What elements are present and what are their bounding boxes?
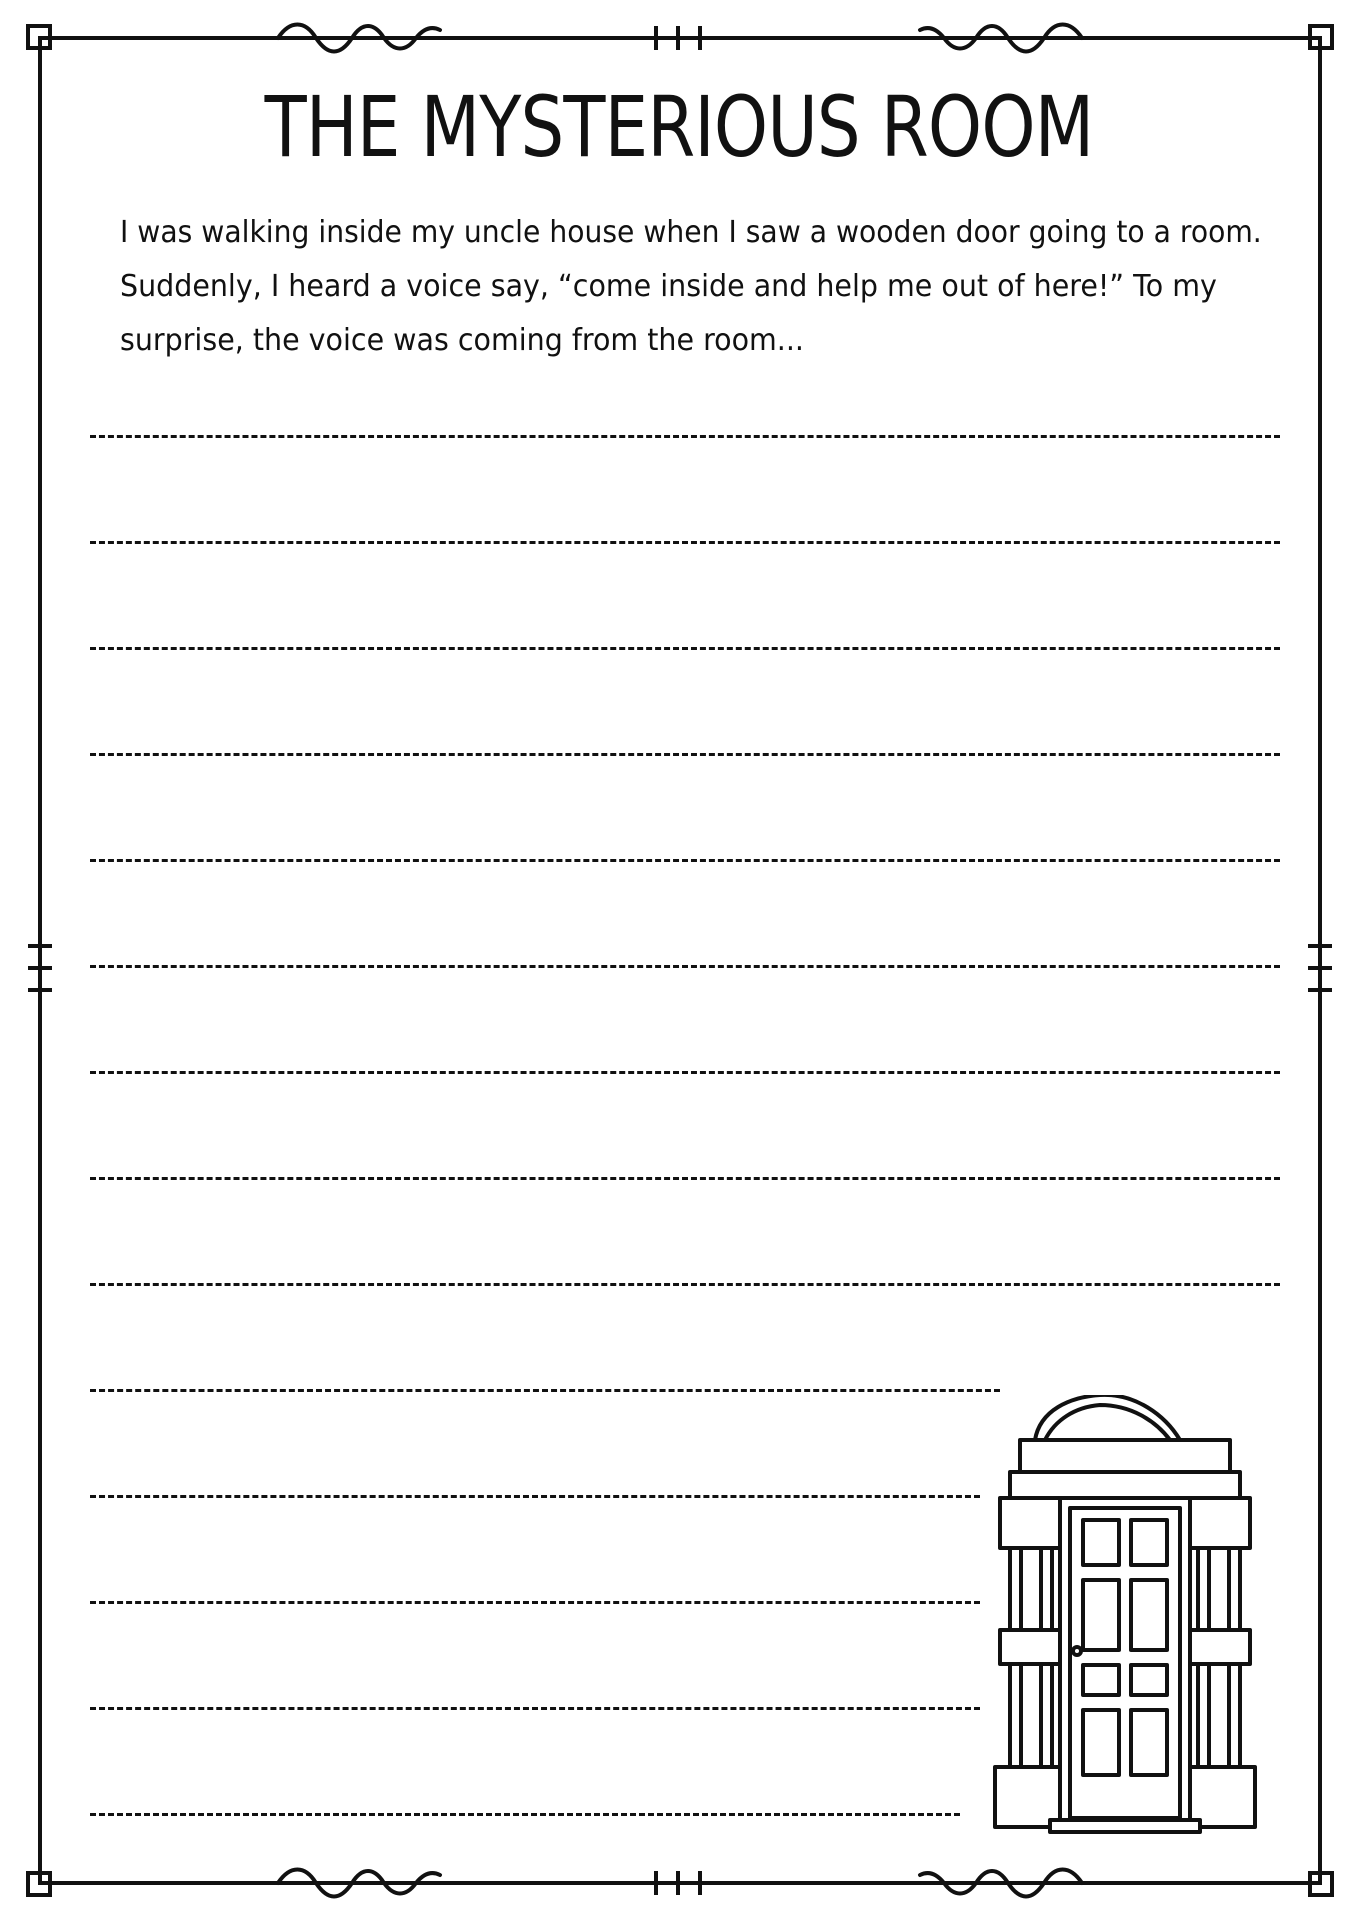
- story-prompt-line-3: surprise, the voice was coming from the room...: [120, 323, 804, 358]
- writing-line[interactable]: [90, 1707, 980, 1710]
- writing-line[interactable]: [90, 541, 1280, 544]
- writing-line[interactable]: [90, 1813, 960, 1816]
- writing-line[interactable]: [90, 647, 1280, 650]
- story-prompt-line-2: Suddenly, I heard a voice say, “come inside and help me out of here!” To my: [120, 269, 1217, 304]
- writing-line[interactable]: [90, 435, 1280, 438]
- writing-line[interactable]: [90, 1389, 1000, 1392]
- writing-line[interactable]: [90, 1071, 1280, 1074]
- writing-line[interactable]: [90, 965, 1280, 968]
- writing-line[interactable]: [90, 1601, 980, 1604]
- story-prompt: [120, 206, 1270, 368]
- door-icon: [985, 1395, 1265, 1835]
- page-title: THE MYSTERIOUS ROOM: [264, 78, 1094, 176]
- writing-line[interactable]: [90, 859, 1280, 862]
- writing-line[interactable]: [90, 753, 1280, 756]
- writing-line[interactable]: [90, 1283, 1280, 1286]
- writing-line[interactable]: [90, 1495, 980, 1498]
- writing-line[interactable]: [90, 1177, 1280, 1180]
- story-prompt-line-1: I was walking inside my uncle house when I saw a wooden door going to a room.: [120, 215, 1262, 250]
